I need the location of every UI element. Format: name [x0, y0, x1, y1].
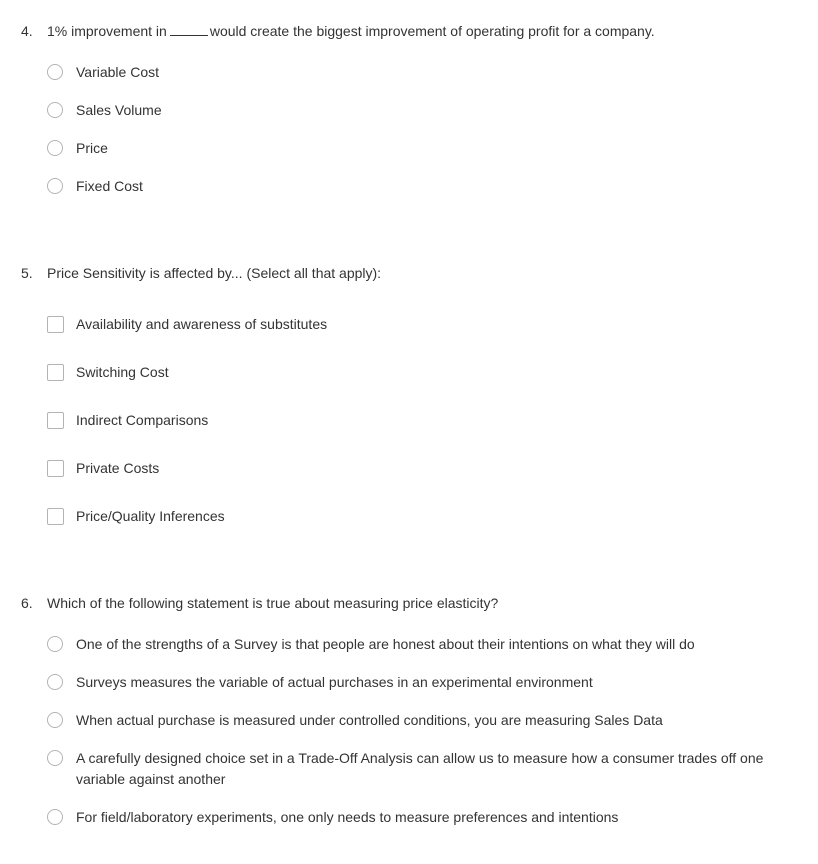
option-label: Private Costs: [76, 460, 160, 476]
option-label: For field/laboratory experiments, one only needs to measure preferences and intentions: [76, 809, 619, 825]
option-label: Variable Cost: [76, 64, 160, 80]
radio-button[interactable]: [47, 178, 63, 194]
fill-in-blank: [170, 22, 208, 36]
option-label: When actual purchase is measured under controlled conditions, you are measuring Sales Data: [76, 712, 663, 728]
question-text-after-blank: would create the biggest improvement of operating profit for a company.: [209, 23, 655, 39]
radio-button[interactable]: [47, 809, 63, 825]
option-label: Fixed Cost: [76, 178, 143, 194]
question-number: 6.: [21, 595, 33, 611]
question-number: 5.: [21, 265, 33, 281]
option-label: Price/Quality Inferences: [76, 508, 225, 524]
option-label: Price: [76, 140, 108, 156]
radio-button[interactable]: [47, 636, 63, 652]
checkbox[interactable]: [47, 460, 64, 477]
option-label: Sales Volume: [76, 102, 162, 118]
question-number: 4.: [21, 23, 33, 39]
radio-button[interactable]: [47, 102, 63, 118]
radio-button[interactable]: [47, 64, 63, 80]
radio-button[interactable]: [47, 674, 63, 690]
option-label: Surveys measures the variable of actual purchases in an experimental environment: [76, 674, 593, 690]
question-text: Which of the following statement is true about measuring price elasticity?: [47, 595, 499, 611]
checkbox[interactable]: [47, 364, 64, 381]
radio-button[interactable]: [47, 140, 63, 156]
radio-button[interactable]: [47, 750, 63, 766]
question-text: [47, 21, 655, 41]
checkbox[interactable]: [47, 508, 64, 525]
radio-button[interactable]: [47, 712, 63, 728]
option-label: Indirect Comparisons: [76, 412, 209, 428]
question-text-before-blank: 1% improvement in: [47, 23, 167, 39]
option-label: Switching Cost: [76, 364, 169, 380]
checkbox[interactable]: [47, 412, 64, 429]
option-label: A carefully designed choice set in a Trade-Off Analysis can allow us to measure how a consumer trades off one variable against another: [76, 750, 764, 787]
option-label: One of the strengths of a Survey is that people are honest about their intentions on what they will do: [76, 636, 695, 652]
option-label: Availability and awareness of substitutes: [76, 316, 328, 332]
question-text: Price Sensitivity is affected by... (Select all that apply):: [47, 265, 382, 281]
checkbox[interactable]: [47, 316, 64, 333]
